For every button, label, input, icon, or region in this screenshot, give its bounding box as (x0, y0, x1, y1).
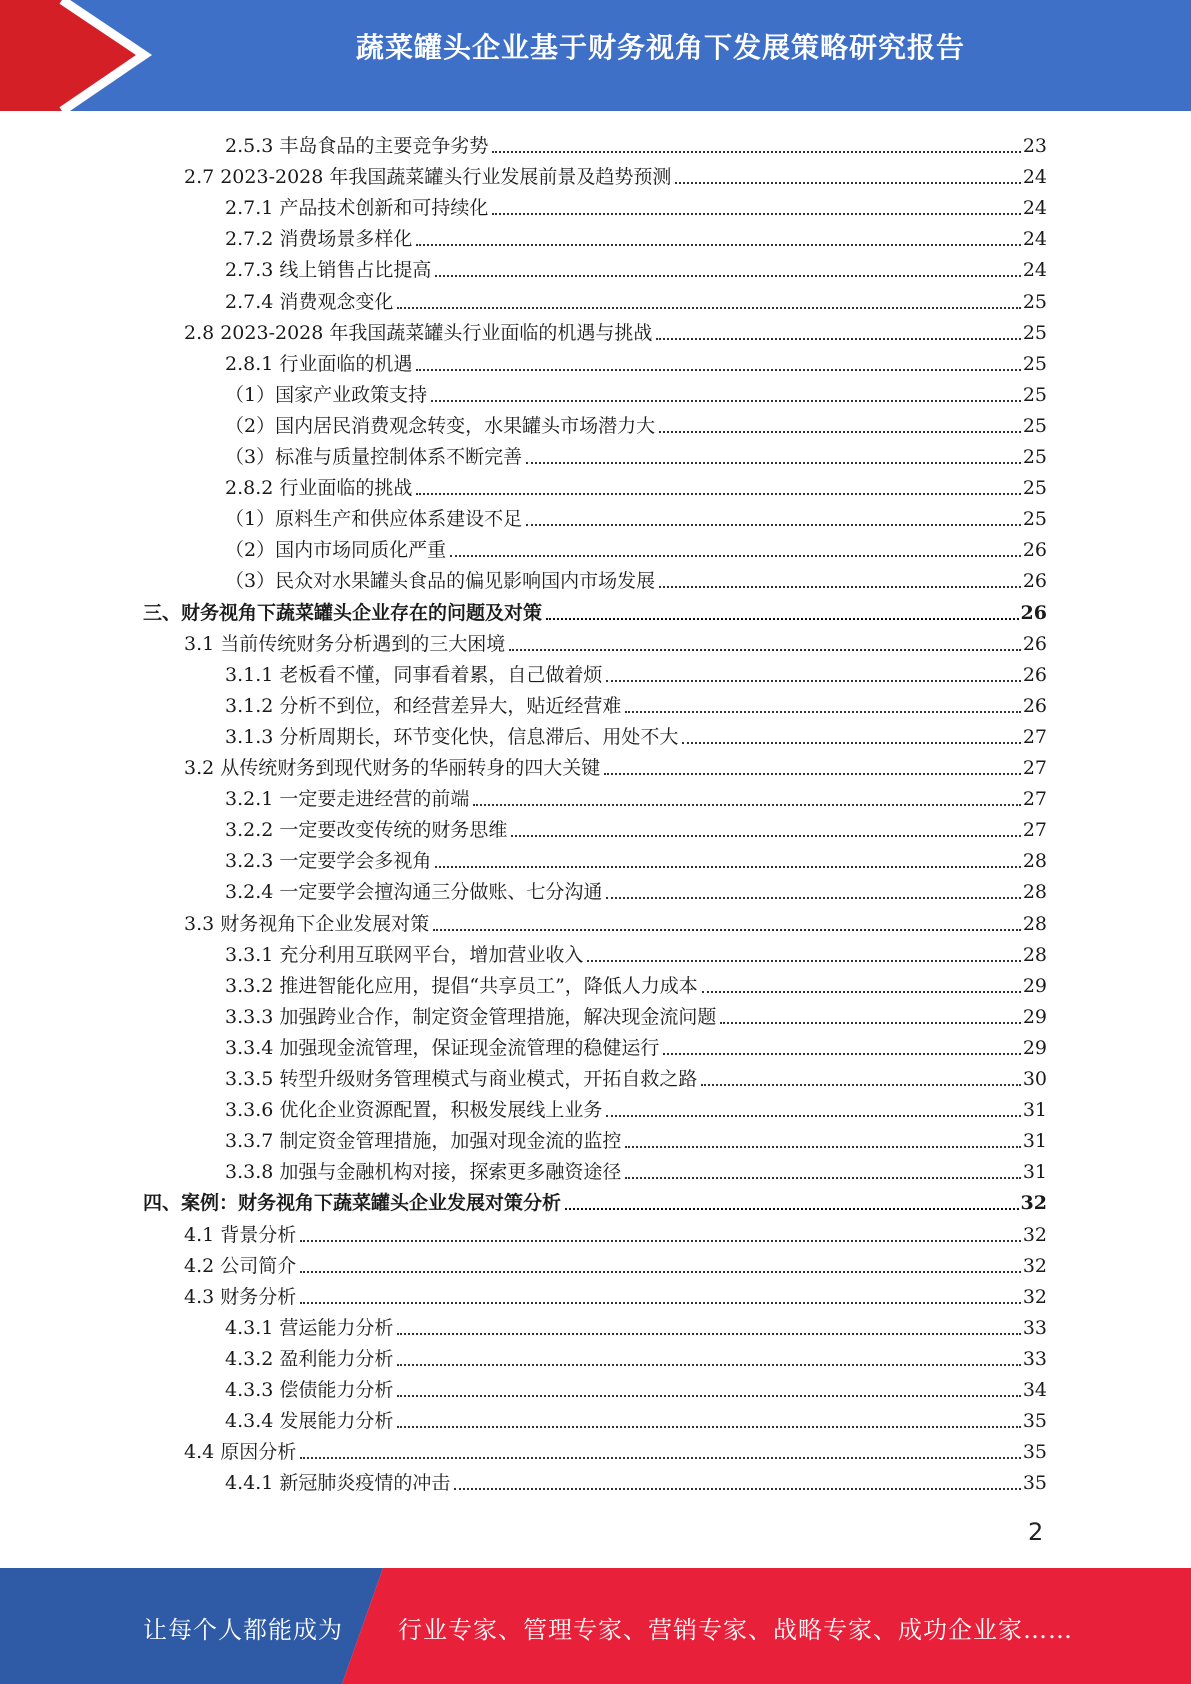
toc-entry[interactable] (0, 811, 1047, 842)
toc-entry[interactable] (0, 1464, 1047, 1495)
toc-entry-page: 27 (1022, 725, 1047, 748)
toc-entry-number: 2.7.3 (225, 259, 274, 282)
toc-dot-leader (450, 541, 1021, 557)
toc-entry-number: 4.3.4 (225, 1410, 274, 1433)
toc-entry-page: 31 (1022, 1130, 1047, 1153)
toc-entry[interactable] (0, 905, 1047, 936)
toc-entry[interactable] (0, 842, 1047, 873)
toc-entry-number: 3.3.4 (225, 1036, 274, 1059)
toc-entry-number: 4.3.3 (225, 1379, 274, 1401)
toc-dot-leader (625, 697, 1020, 713)
toc-entry-title: 线上销售占比提高 (279, 259, 432, 282)
toc-entry-title: 财务分析 (220, 1285, 297, 1308)
toc-entry-title: 推进智能化应用，提倡“共享员工”，降低人力成本 (279, 974, 698, 997)
toc-entry-number: 3.1.3 (225, 725, 274, 748)
toc-dot-leader (659, 572, 1021, 588)
toc-entry[interactable] (0, 1091, 1047, 1122)
toc-entry-title: 消费观念变化 (279, 290, 394, 313)
toc-dot-leader (416, 230, 1020, 246)
toc-entry-number: 4.1 (184, 1223, 215, 1246)
toc-dot-leader (606, 883, 1020, 899)
toc-dot-leader (300, 1443, 1021, 1459)
toc-entry[interactable] (0, 718, 1047, 749)
toc-entry[interactable] (0, 283, 1047, 314)
toc-entry-page: 31 (1022, 1099, 1047, 1122)
toc-dot-leader (509, 635, 1021, 651)
toc-dot-leader (435, 261, 1020, 277)
page-header (0, 0, 1191, 111)
toc-entry-page: 24 (1022, 228, 1047, 251)
toc-entry-page: 27 (1022, 788, 1047, 811)
toc-entry[interactable] (0, 251, 1047, 282)
toc-dot-leader (397, 1412, 1020, 1428)
footer-slogan-left: 让每个人都能成为 (143, 1616, 343, 1644)
toc-dot-leader (397, 1319, 1020, 1335)
toc-entry-number: 3.3.1 (225, 943, 274, 966)
toc-entry-page: 25 (1022, 477, 1047, 500)
toc-entry-number: 2.7.1 (225, 197, 274, 220)
toc-entry-title: （2）国内市场同质化严重 (225, 539, 447, 562)
toc-entry-title: 背景分析 (220, 1223, 297, 1246)
toc-entry[interactable] (0, 687, 1047, 718)
toc-entry-number: 3.3.8 (225, 1161, 274, 1184)
toc-entry-number: 3.2 (184, 757, 215, 779)
toc-entry[interactable] (0, 1153, 1047, 1184)
toc-dot-leader (720, 1008, 1020, 1024)
toc-dot-leader (492, 137, 1020, 153)
toc-entry[interactable] (0, 438, 1047, 469)
toc-entry[interactable] (0, 1029, 1047, 1060)
toc-entry[interactable] (0, 469, 1047, 500)
toc-entry-page: 32 (1020, 1192, 1047, 1215)
toc-entry-page: 25 (1022, 508, 1047, 531)
toc-entry-page: 34 (1022, 1379, 1047, 1401)
toc-dot-leader (492, 199, 1020, 215)
toc-entry[interactable] (0, 220, 1047, 251)
toc-entry-page: 25 (1022, 414, 1047, 437)
toc-entry-page: 35 (1022, 1410, 1047, 1433)
toc-entry-title: 一定要学会擅沟通三分做账、七分沟通 (279, 881, 603, 904)
toc-entry-title: 2023-2028 年我国蔬菜罐头行业发展前景及趋势预测 (220, 166, 672, 189)
toc-entry-number: 4.4 (184, 1441, 215, 1464)
toc-dot-leader (663, 1039, 1020, 1055)
toc-entry-page: 27 (1022, 819, 1047, 842)
toc-entry-page: 29 (1022, 974, 1047, 997)
toc-entry[interactable] (0, 314, 1047, 345)
toc-entry-title: （1）国家产业政策支持 (225, 383, 428, 406)
toc-entry-title: 2023-2028 年我国蔬菜罐头行业面临的机遇与挑战 (220, 321, 653, 344)
toc-entry[interactable] (0, 780, 1047, 811)
toc-entry[interactable] (0, 531, 1047, 562)
toc-entry-page: 23 (1022, 135, 1047, 157)
toc-dot-leader (675, 168, 1020, 184)
toc-entry-title: 三、财务视角下蔬菜罐头企业存在的问题及对策 (143, 601, 543, 624)
toc-entry[interactable] (0, 127, 1047, 158)
toc-entry-title: 加强现金流管理，保证现金流管理的稳健运行 (279, 1036, 660, 1059)
toc-entry-number: 3.2.1 (225, 788, 274, 811)
toc-entry-page: 25 (1022, 352, 1047, 375)
toc-entry-number: 3.1.2 (225, 694, 274, 717)
toc-dot-leader (526, 510, 1021, 526)
toc-entry[interactable] (0, 1309, 1047, 1340)
toc-entry-page: 28 (1022, 943, 1047, 966)
toc-entry-number: 3.2.4 (225, 881, 274, 904)
toc-dot-leader (625, 1163, 1020, 1179)
toc-entry-page: 25 (1022, 383, 1047, 406)
toc-dot-leader (300, 1288, 1021, 1304)
toc-entry-title: 一定要改变传统的财务思维 (279, 819, 508, 842)
toc-entry-number: 2.7 (184, 166, 215, 189)
toc-entry-page: 32 (1022, 1285, 1047, 1308)
toc-entry-title: 加强跨业合作，制定资金管理措施，解决现金流问题 (279, 1005, 717, 1028)
toc-entry-page: 26 (1022, 632, 1047, 655)
toc-entry-page: 24 (1022, 259, 1047, 282)
toc-entry[interactable] (0, 1060, 1047, 1091)
toc-entry-number: 4.3.2 (225, 1347, 274, 1370)
toc-dot-leader (587, 946, 1020, 962)
toc-dot-leader (433, 915, 1021, 931)
toc-dot-leader (656, 324, 1020, 340)
toc-entry-title: 新冠肺炎疫情的冲击 (279, 1472, 451, 1495)
toc-dot-leader (702, 977, 1021, 993)
footer-slogan-right: 行业专家、管理专家、营销专家、战略专家、成功企业家…… (398, 1616, 1073, 1644)
toc-entry-number: 4.3.1 (225, 1316, 274, 1339)
toc-entry-page: 29 (1022, 1036, 1047, 1059)
toc-dot-leader (511, 821, 1020, 837)
toc-entry-title: 分析周期长，环节变化快，信息滞后、用处不大 (279, 725, 679, 748)
toc-entry-page: 32 (1022, 1254, 1047, 1277)
document-title: 蔬菜罐头企业基于财务视角下发展策略研究报告 (355, 31, 965, 64)
toc-dot-leader (625, 1132, 1020, 1148)
toc-entry[interactable] (0, 1278, 1047, 1309)
toc-dot-leader (300, 1226, 1021, 1242)
toc-dot-leader (416, 479, 1020, 495)
toc-dot-leader (397, 293, 1020, 309)
toc-entry[interactable] (0, 189, 1047, 220)
toc-entry-number: 2.7.4 (225, 290, 274, 313)
toc-entry-page: 25 (1022, 321, 1047, 344)
toc-entry-page: 25 (1022, 290, 1047, 313)
toc-entry[interactable] (0, 562, 1047, 593)
toc-entry[interactable] (0, 1247, 1047, 1278)
toc-entry-title: 制定资金管理措施，加强对现金流的监控 (279, 1130, 622, 1153)
toc-entry-title: 优化企业资源配置，积极发展线上业务 (279, 1099, 603, 1122)
toc-entry-title: 行业面临的机遇 (279, 352, 413, 375)
toc-entry[interactable] (0, 1216, 1047, 1247)
toc-entry-number: 2.7.2 (225, 228, 274, 251)
toc-entry-title: 丰岛食品的主要竞争劣势 (279, 135, 489, 157)
toc-entry[interactable] (0, 1122, 1047, 1153)
toc-entry-title: 产品技术创新和可持续化 (279, 197, 489, 220)
toc-entry-title: （3）民众对水果罐头食品的偏见影响国内市场发展 (225, 570, 656, 593)
toc-entry-title: 充分利用互联网平台，增加营业收入 (279, 943, 584, 966)
toc-entry-page: 30 (1022, 1068, 1047, 1090)
toc-entry[interactable] (0, 998, 1047, 1029)
toc-entry-page: 26 (1020, 601, 1047, 624)
toc-entry-number: 4.3 (184, 1285, 215, 1308)
toc-entry-number: 4.4.1 (225, 1472, 274, 1495)
toc-entry-page: 24 (1022, 197, 1047, 220)
toc-dot-leader (546, 604, 1019, 620)
toc-entry-number: 2.8.1 (225, 352, 274, 375)
toc-entry[interactable] (0, 1184, 1047, 1215)
toc-entry-title: 当前传统财务分析遇到的三大困境 (220, 632, 506, 655)
toc-entry[interactable] (0, 1371, 1047, 1402)
toc-dot-leader (300, 1257, 1021, 1273)
page-footer (0, 1568, 1191, 1684)
toc-dot-leader (659, 417, 1021, 433)
toc-entry[interactable] (0, 936, 1047, 967)
toc-entry-title: （1）原料生产和供应体系建设不足 (225, 508, 523, 531)
toc-entry[interactable] (0, 158, 1047, 189)
toc-entry-number: 2.8.2 (225, 477, 274, 500)
toc-entry-page: 28 (1022, 850, 1047, 873)
toc-dot-leader (435, 852, 1020, 868)
toc-entry-title: 老板看不懂，同事看着累，自己做着烦 (279, 663, 603, 686)
toc-dot-leader (606, 1101, 1020, 1117)
toc-entry-title: 财务视角下企业发展对策 (220, 912, 430, 935)
toc-entry-page: 31 (1022, 1161, 1047, 1184)
toc-entry-page: 25 (1022, 446, 1047, 468)
toc-dot-leader (682, 728, 1020, 744)
toc-entry-page: 29 (1022, 1005, 1047, 1028)
toc-entry-page: 26 (1022, 694, 1047, 717)
toc-entry[interactable] (0, 1340, 1047, 1371)
toc-dot-leader (397, 1381, 1020, 1397)
toc-entry-number: 3.3.5 (225, 1068, 274, 1090)
toc-entry[interactable] (0, 376, 1047, 407)
toc-entry-title: 行业面临的挑战 (279, 477, 413, 500)
toc-entry-title: （2）国内居民消费观念转变，水果罐头市场潜力大 (225, 414, 656, 437)
toc-entry-page: 24 (1022, 166, 1047, 189)
toc-entry-page: 33 (1022, 1347, 1047, 1370)
toc-entry-title: 偿债能力分析 (279, 1379, 394, 1401)
toc-entry[interactable] (0, 656, 1047, 687)
toc-dot-leader (701, 1070, 1020, 1086)
toc-entry-page: 35 (1022, 1472, 1047, 1495)
page-number: 2 (1028, 1518, 1044, 1546)
toc-entry[interactable] (0, 625, 1047, 656)
toc-entry[interactable] (0, 1433, 1047, 1464)
toc-entry-number: 3.3.3 (225, 1005, 274, 1028)
toc-entry[interactable] (0, 967, 1047, 998)
toc-entry[interactable] (0, 500, 1047, 531)
toc-entry-number: 3.1 (184, 632, 215, 655)
toc-entry-page: 28 (1022, 912, 1047, 935)
toc-dot-leader (431, 386, 1021, 402)
toc-entry-title: 盈利能力分析 (279, 1347, 394, 1370)
toc-dot-leader (604, 759, 1021, 775)
toc-entry-title: 加强与金融机构对接，探索更多融资途径 (279, 1161, 622, 1184)
toc-entry[interactable] (0, 407, 1047, 438)
toc-entry-title: 消费场景多样化 (279, 228, 413, 251)
toc-entry-title: 四、案例：财务视角下蔬菜罐头企业发展对策分析 (143, 1192, 562, 1215)
toc-entry-number: 3.2.3 (225, 850, 274, 873)
toc-dot-leader (526, 448, 1021, 464)
toc-entry-page: 35 (1022, 1441, 1047, 1464)
toc-dot-leader (454, 1474, 1020, 1490)
toc-entry-title: 发展能力分析 (279, 1410, 394, 1433)
toc-dot-leader (606, 666, 1020, 682)
toc-entry-title: 一定要学会多视角 (279, 850, 432, 873)
toc-entry-title: 一定要走进经营的前端 (279, 788, 470, 811)
toc-entry-title: 营运能力分析 (279, 1316, 394, 1339)
toc-entry-title: 从传统财务到现代财务的华丽转身的四大关键 (220, 757, 601, 779)
toc-entry-page: 33 (1022, 1316, 1047, 1339)
toc-dot-leader (565, 1194, 1019, 1210)
toc-entry-number: 3.3.2 (225, 974, 274, 997)
toc-entry[interactable] (0, 594, 1047, 625)
toc-entry-number: 2.8 (184, 321, 215, 344)
toc-entry-title: 转型升级财务管理模式与商业模式，开拓自救之路 (279, 1068, 698, 1090)
toc-entry[interactable] (0, 749, 1047, 780)
toc-entry-title: 分析不到位，和经营差异大，贴近经营难 (279, 694, 622, 717)
toc-entry[interactable] (0, 345, 1047, 376)
toc-entry-page: 27 (1022, 757, 1047, 779)
toc-entry-page: 26 (1022, 539, 1047, 562)
toc-entry-title: 原因分析 (220, 1441, 297, 1464)
toc-entry[interactable] (0, 873, 1047, 904)
toc-entry-number: 3.3.6 (225, 1099, 274, 1122)
toc-entry-number: 3.3.7 (225, 1130, 274, 1153)
toc-entry-title: （3）标准与质量控制体系不断完善 (225, 446, 523, 468)
toc-entry-number: 4.2 (184, 1254, 215, 1277)
toc-entry-page: 26 (1022, 663, 1047, 686)
toc-entry-page: 26 (1022, 570, 1047, 593)
toc-entry-number: 3.3 (184, 912, 215, 935)
toc-entry-page: 32 (1022, 1223, 1047, 1246)
toc-entry-page: 28 (1022, 881, 1047, 904)
toc-entry[interactable] (0, 1402, 1047, 1433)
toc-entry-number: 2.5.3 (225, 135, 274, 157)
toc-entry-number: 3.2.2 (225, 819, 274, 842)
toc-entry-number: 3.1.1 (225, 663, 274, 686)
toc-entry-title: 公司简介 (220, 1254, 297, 1277)
toc-dot-leader (473, 790, 1020, 806)
toc-dot-leader (416, 355, 1020, 371)
toc-dot-leader (397, 1350, 1020, 1366)
